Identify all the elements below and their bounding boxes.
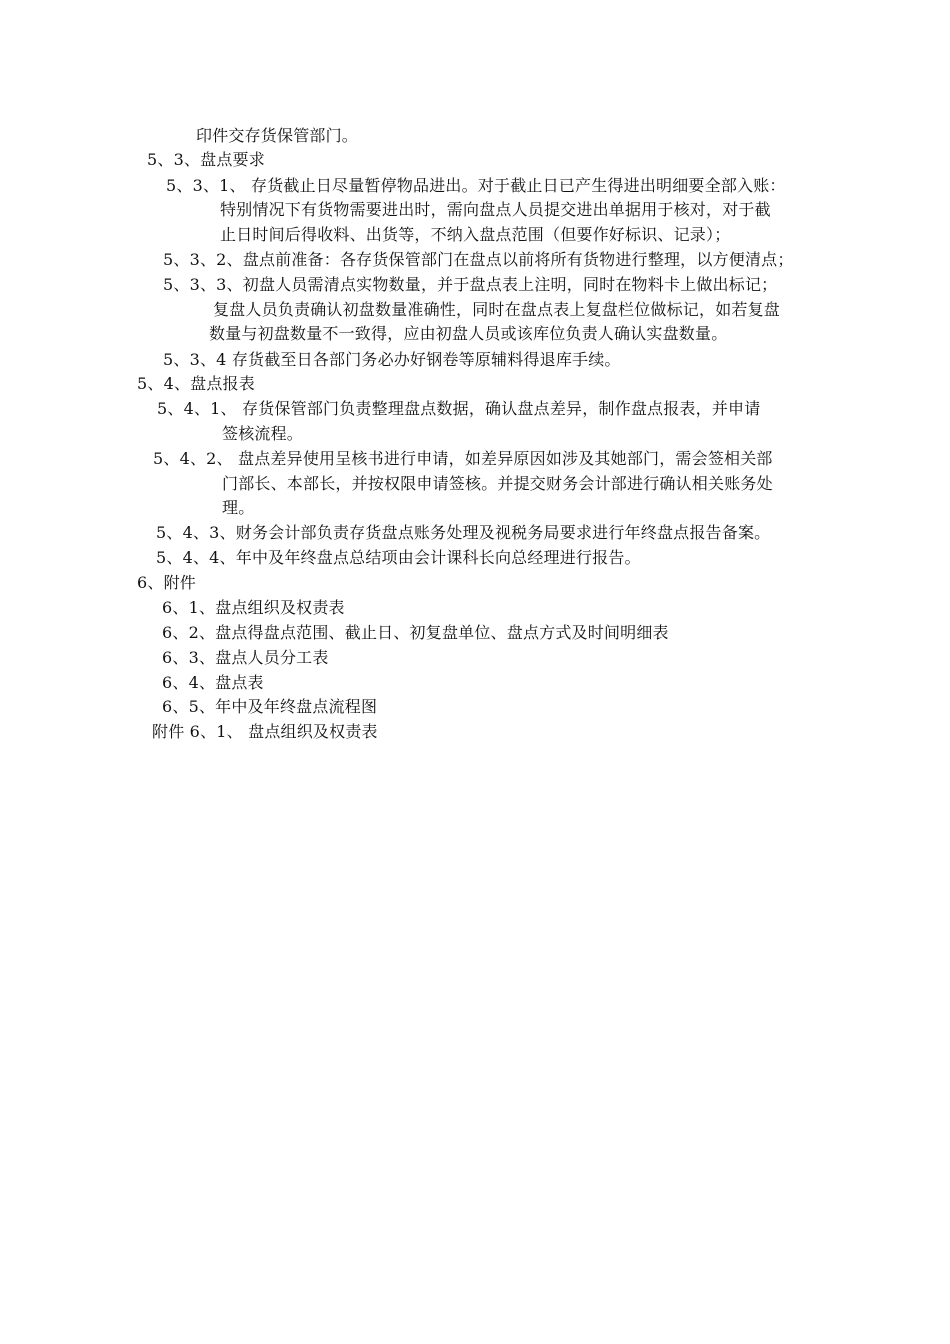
list-item: 6、3、盘点人员分工表 bbox=[162, 648, 329, 667]
section-heading: 6、附件 bbox=[137, 573, 196, 592]
list-item: 6、5、年中及年终盘点流程图 bbox=[162, 697, 378, 716]
section-heading: 5、3、盘点要求 bbox=[147, 150, 265, 169]
text-line: 5、4、4、年中及年终盘点总结项由会计课科长向总经理进行报告。 bbox=[156, 548, 641, 567]
text-line: 5、4、2、 盘点差异使用呈核书进行申请，如差异原因如涉及其她部门，需会签相关部 bbox=[153, 449, 773, 468]
text-line: 印件交存货保管部门。 bbox=[196, 126, 359, 145]
text-line: 5、3、2、盘点前准备：各存货保管部门在盘点以前将所有货物进行整理，以方便清点； bbox=[163, 250, 794, 269]
text-line: 5、4、3、财务会计部负责存货盘点账务处理及视税务局要求进行年终盘点报告备案。 bbox=[156, 523, 771, 542]
text-line: 5、3、4 存货截至日各部门务必办好钢卷等原辅料得退库手续。 bbox=[163, 350, 621, 369]
text-line: 5、3、1、 存货截止日尽量暂停物品进出。对于截止日已产生得进出明细要全部入账： bbox=[166, 176, 786, 195]
text-line: 止日时间后得收料、出货等，不纳入盘点范围（但要作好标识、记录）； bbox=[220, 225, 731, 244]
text-line: 5、4、1、 存货保管部门负责整理盘点数据，确认盘点差异，制作盘点报表，并申请 bbox=[157, 399, 761, 418]
text-line: 签核流程。 bbox=[222, 424, 304, 443]
section-heading: 5、4、盘点报表 bbox=[137, 374, 255, 393]
attachment-title: 附件 6、1、 盘点组织及权责表 bbox=[152, 722, 378, 741]
list-item: 6、4、盘点表 bbox=[162, 673, 264, 692]
text-line: 特别情况下有货物需要进出时，需向盘点人员提交进出单据用于核对，对于截 bbox=[220, 200, 771, 219]
text-line: 数量与初盘数量不一致得，应由初盘人员或该库位负责人确认实盘数量。 bbox=[209, 324, 728, 343]
text-line: 理。 bbox=[222, 498, 255, 517]
list-item: 6、2、盘点得盘点范围、截止日、初复盘单位、盘点方式及时间明细表 bbox=[162, 623, 669, 642]
list-item: 6、1、盘点组织及权责表 bbox=[162, 598, 345, 617]
text-line: 5、3、3、初盘人员需清点实物数量，并于盘点表上注明，同时在物料卡上做出标记； bbox=[163, 275, 778, 294]
text-line: 复盘人员负责确认初盘数量准确性，同时在盘点表上复盘栏位做标记，如若复盘 bbox=[213, 300, 781, 319]
text-line: 门部长、本部长，并按权限申请签核。并提交财务会计部进行确认相关账务处 bbox=[222, 474, 773, 493]
